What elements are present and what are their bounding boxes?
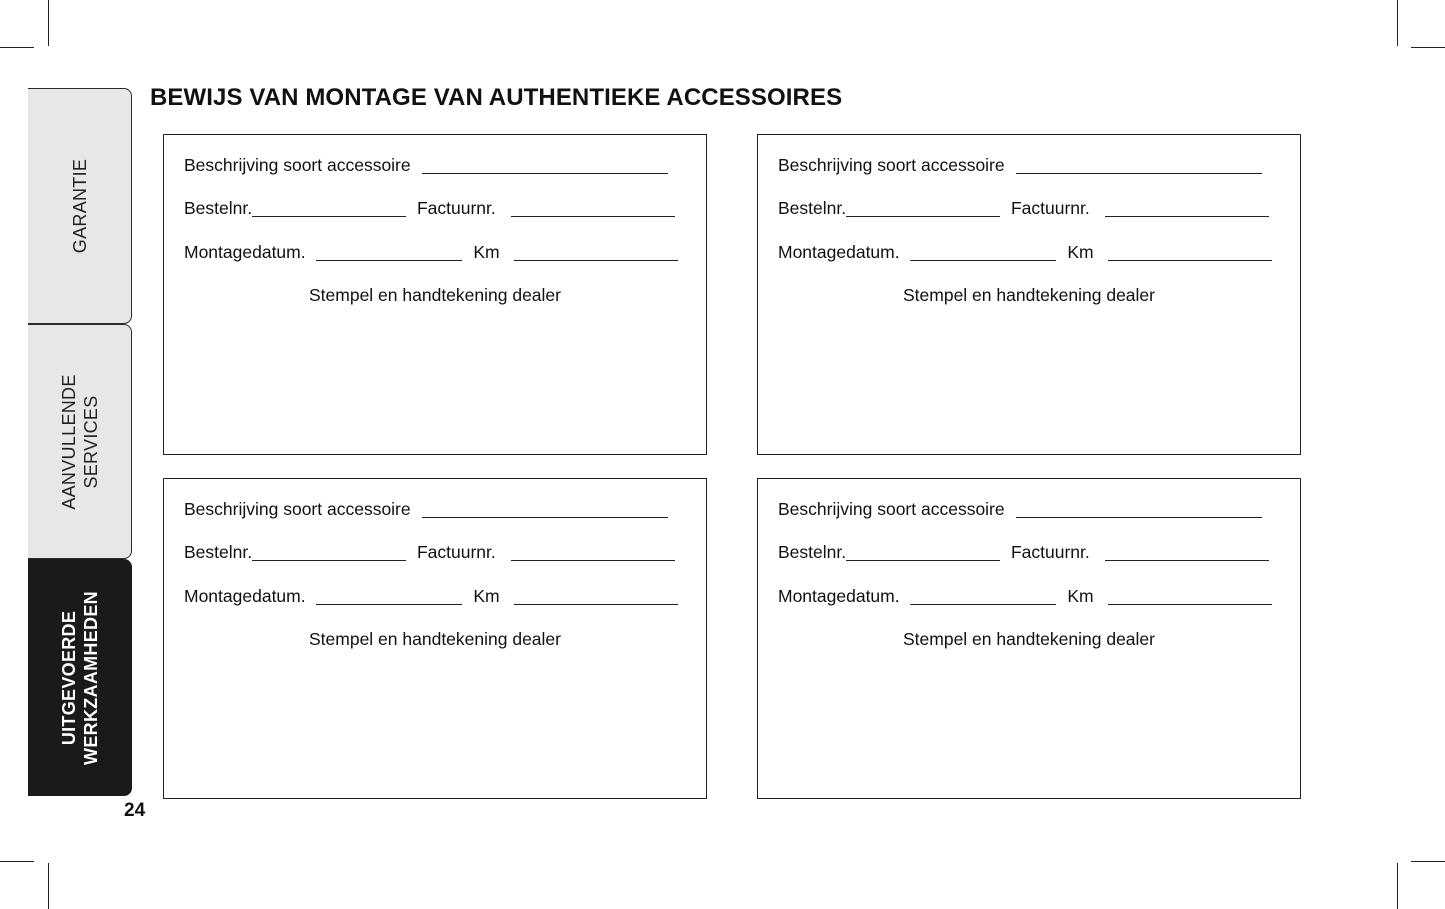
crop-mark xyxy=(1411,861,1445,862)
crop-mark xyxy=(0,861,34,862)
invoice-number-label: Factuurnr. xyxy=(416,198,496,218)
order-number-label: Bestelnr. xyxy=(778,198,847,218)
invoice-number-label: Factuurnr. xyxy=(416,542,496,562)
crop-mark xyxy=(1397,0,1398,46)
mounting-date-field[interactable] xyxy=(910,242,1056,261)
crop-mark xyxy=(1397,863,1398,909)
mounting-date-label: Montagedatum. xyxy=(778,586,900,606)
accessory-card xyxy=(757,134,1301,455)
mounting-date-field[interactable] xyxy=(316,242,462,261)
description-label: Beschrijving soort accessoire xyxy=(184,155,411,175)
km-field[interactable] xyxy=(1108,242,1272,261)
date-km-row xyxy=(778,242,1272,263)
order-number-field[interactable] xyxy=(846,542,1000,561)
date-km-row xyxy=(184,586,678,607)
tab-aanvullende-services[interactable] xyxy=(28,324,132,559)
tab-label: GARANTIE xyxy=(69,158,90,254)
description-field[interactable] xyxy=(1016,499,1262,518)
date-km-row xyxy=(778,586,1272,607)
km-label: Km xyxy=(1067,242,1094,262)
order-invoice-row xyxy=(778,198,1269,219)
description-field[interactable] xyxy=(422,155,668,174)
tab-garantie[interactable] xyxy=(28,88,132,324)
description-label: Beschrijving soort accessoire xyxy=(778,499,1005,519)
crop-mark xyxy=(0,47,34,48)
description-label: Beschrijving soort accessoire xyxy=(778,155,1005,175)
tab-uitgevoerde-werkzaamheden[interactable] xyxy=(28,559,132,796)
accessory-card xyxy=(163,478,707,799)
date-km-row xyxy=(184,242,678,263)
dealer-stamp-label: Stempel en handtekening dealer xyxy=(309,285,561,305)
mounting-date-field[interactable] xyxy=(910,586,1056,605)
dealer-stamp-label: Stempel en handtekening dealer xyxy=(903,285,1155,305)
order-invoice-row xyxy=(184,542,675,563)
km-field[interactable] xyxy=(514,586,678,605)
km-label: Km xyxy=(1067,586,1094,606)
mounting-date-field[interactable] xyxy=(316,586,462,605)
page-number: 24 xyxy=(124,800,146,821)
page-title: BEWIJS VAN MONTAGE VAN AUTHENTIEKE ACCESSOIRES xyxy=(150,84,843,111)
description-field[interactable] xyxy=(422,499,668,518)
invoice-number-label: Factuurnr. xyxy=(1010,198,1090,218)
invoice-number-field[interactable] xyxy=(511,198,675,217)
invoice-number-field[interactable] xyxy=(511,542,675,561)
km-label: Km xyxy=(473,586,500,606)
crop-mark xyxy=(48,863,49,909)
crop-mark xyxy=(48,0,49,46)
crop-mark xyxy=(1411,47,1445,48)
description-row xyxy=(778,155,1262,176)
description-label: Beschrijving soort accessoire xyxy=(184,499,411,519)
dealer-stamp-label: Stempel en handtekening dealer xyxy=(309,629,561,649)
order-number-label: Bestelnr. xyxy=(184,542,253,562)
mounting-date-label: Montagedatum. xyxy=(184,586,306,606)
order-number-field[interactable] xyxy=(846,198,1000,217)
tab-label: AANVULLENDE SERVICES xyxy=(58,373,101,510)
order-number-label: Bestelnr. xyxy=(184,198,253,218)
order-invoice-row xyxy=(184,198,675,219)
accessory-card xyxy=(757,478,1301,799)
order-number-label: Bestelnr. xyxy=(778,542,847,562)
invoice-number-field[interactable] xyxy=(1105,542,1269,561)
order-number-field[interactable] xyxy=(252,542,406,561)
description-row xyxy=(184,499,668,520)
description-row xyxy=(184,155,668,176)
accessory-card xyxy=(163,134,707,455)
mounting-date-label: Montagedatum. xyxy=(778,242,900,262)
km-field[interactable] xyxy=(1108,586,1272,605)
dealer-stamp-label: Stempel en handtekening dealer xyxy=(903,629,1155,649)
description-row xyxy=(778,499,1262,520)
order-number-field[interactable] xyxy=(252,198,406,217)
tab-label: UITGEVOERDE WERKZAAMHEDEN xyxy=(58,590,101,765)
mounting-date-label: Montagedatum. xyxy=(184,242,306,262)
km-label: Km xyxy=(473,242,500,262)
invoice-number-field[interactable] xyxy=(1105,198,1269,217)
km-field[interactable] xyxy=(514,242,678,261)
description-field[interactable] xyxy=(1016,155,1262,174)
invoice-number-label: Factuurnr. xyxy=(1010,542,1090,562)
order-invoice-row xyxy=(778,542,1269,563)
